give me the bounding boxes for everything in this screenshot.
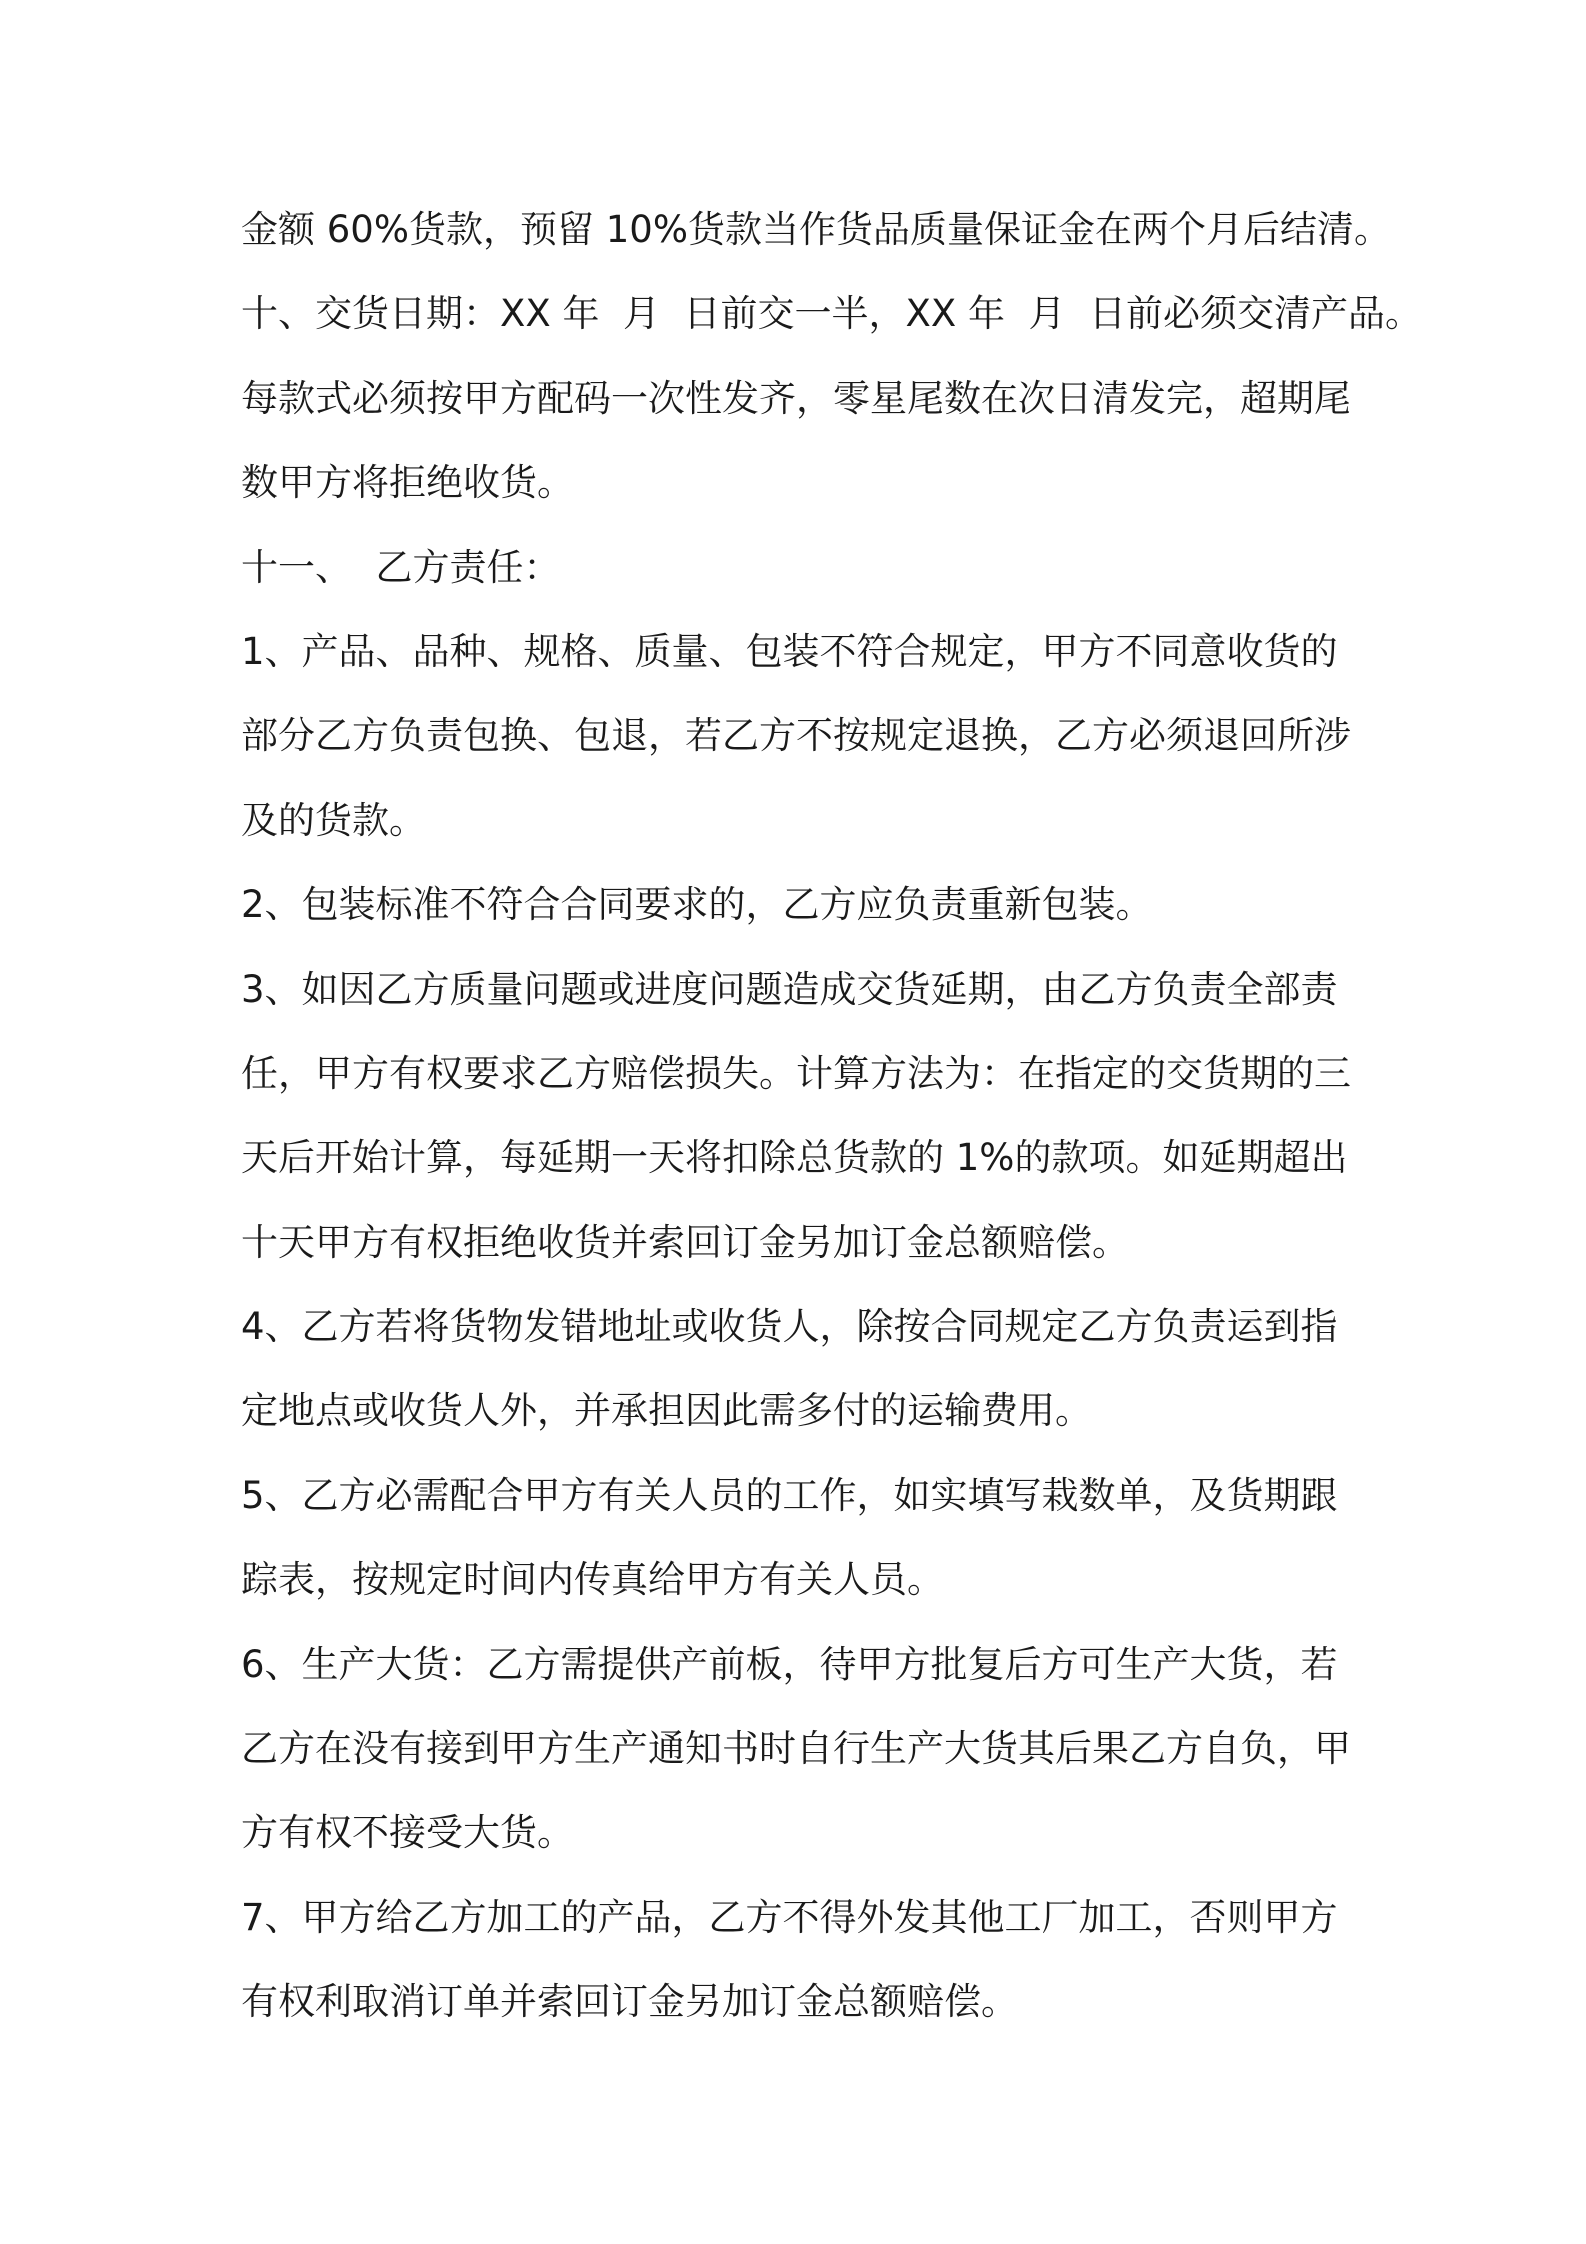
text-line: 3、如因乙方质量问题或进度问题造成交货延期，由乙方负责全部责 <box>241 967 1338 1011</box>
text-line: 7、甲方给乙方加工的产品，乙方不得外发其他工厂加工，否则甲方 <box>241 1895 1338 1939</box>
document-body <box>241 188 1422 2045</box>
text-line: 数甲方将拒绝收货。 <box>241 461 574 505</box>
text-line: 方有权不接受大货。 <box>241 1811 574 1855</box>
text-line: 定地点或收货人外，并承担因此需多付的运输费用。 <box>241 1389 1092 1433</box>
text-line: 有权利取消订单并索回订金另加订金总额赔偿。 <box>241 1980 1018 2024</box>
text-line: 及的货款。 <box>241 798 426 842</box>
text-line: 4、乙方若将货物发错地址或收货人，除按合同规定乙方负责运到指 <box>241 1305 1338 1349</box>
section-heading: 十一、 乙方责任： <box>241 545 561 589</box>
text-line: 每款式必须按甲方配码一次性发齐，零星尾数在次日清发完，超期尾 <box>241 376 1351 420</box>
text-line: 部分乙方负责包换、包退，若乙方不按规定退换，乙方必须退回所涉 <box>241 714 1351 758</box>
text-line: 6、生产大货：乙方需提供产前板，待甲方批复后方可生产大货，若 <box>241 1642 1338 1686</box>
text-line: 任，甲方有权要求乙方赔偿损失。计算方法为：在指定的交货期的三 <box>241 1051 1351 1095</box>
text-line: 金额 60%货款，预留 10%货款当作货品质量保证金在两个月后结清。 <box>241 208 1391 251</box>
text-line: 十天甲方有权拒绝收货并索回订金另加订金总额赔偿。 <box>241 1220 1129 1264</box>
text-line: 天后开始计算，每延期一天将扣除总货款的 1%的款项。如延期超出 <box>241 1136 1348 1180</box>
text-line: 2、包装标准不符合合同要求的，乙方应负责重新包装。 <box>241 883 1153 927</box>
text-line: 乙方在没有接到甲方生产通知书时自行生产大货其后果乙方自负，甲 <box>241 1727 1351 1771</box>
text-line: 1、产品、品种、规格、质量、包装不符合规定，甲方不同意收货的 <box>241 629 1338 673</box>
text-line: 踪表，按规定时间内传真给甲方有关人员。 <box>241 1558 944 1602</box>
text-line: 5、乙方必需配合甲方有关人员的工作，如实填写栽数单，及货期跟 <box>241 1473 1338 1517</box>
text-line: 十、交货日期：XX 年 月 日前交一半，XX 年 月 日前必须交清产品。 <box>241 292 1422 336</box>
